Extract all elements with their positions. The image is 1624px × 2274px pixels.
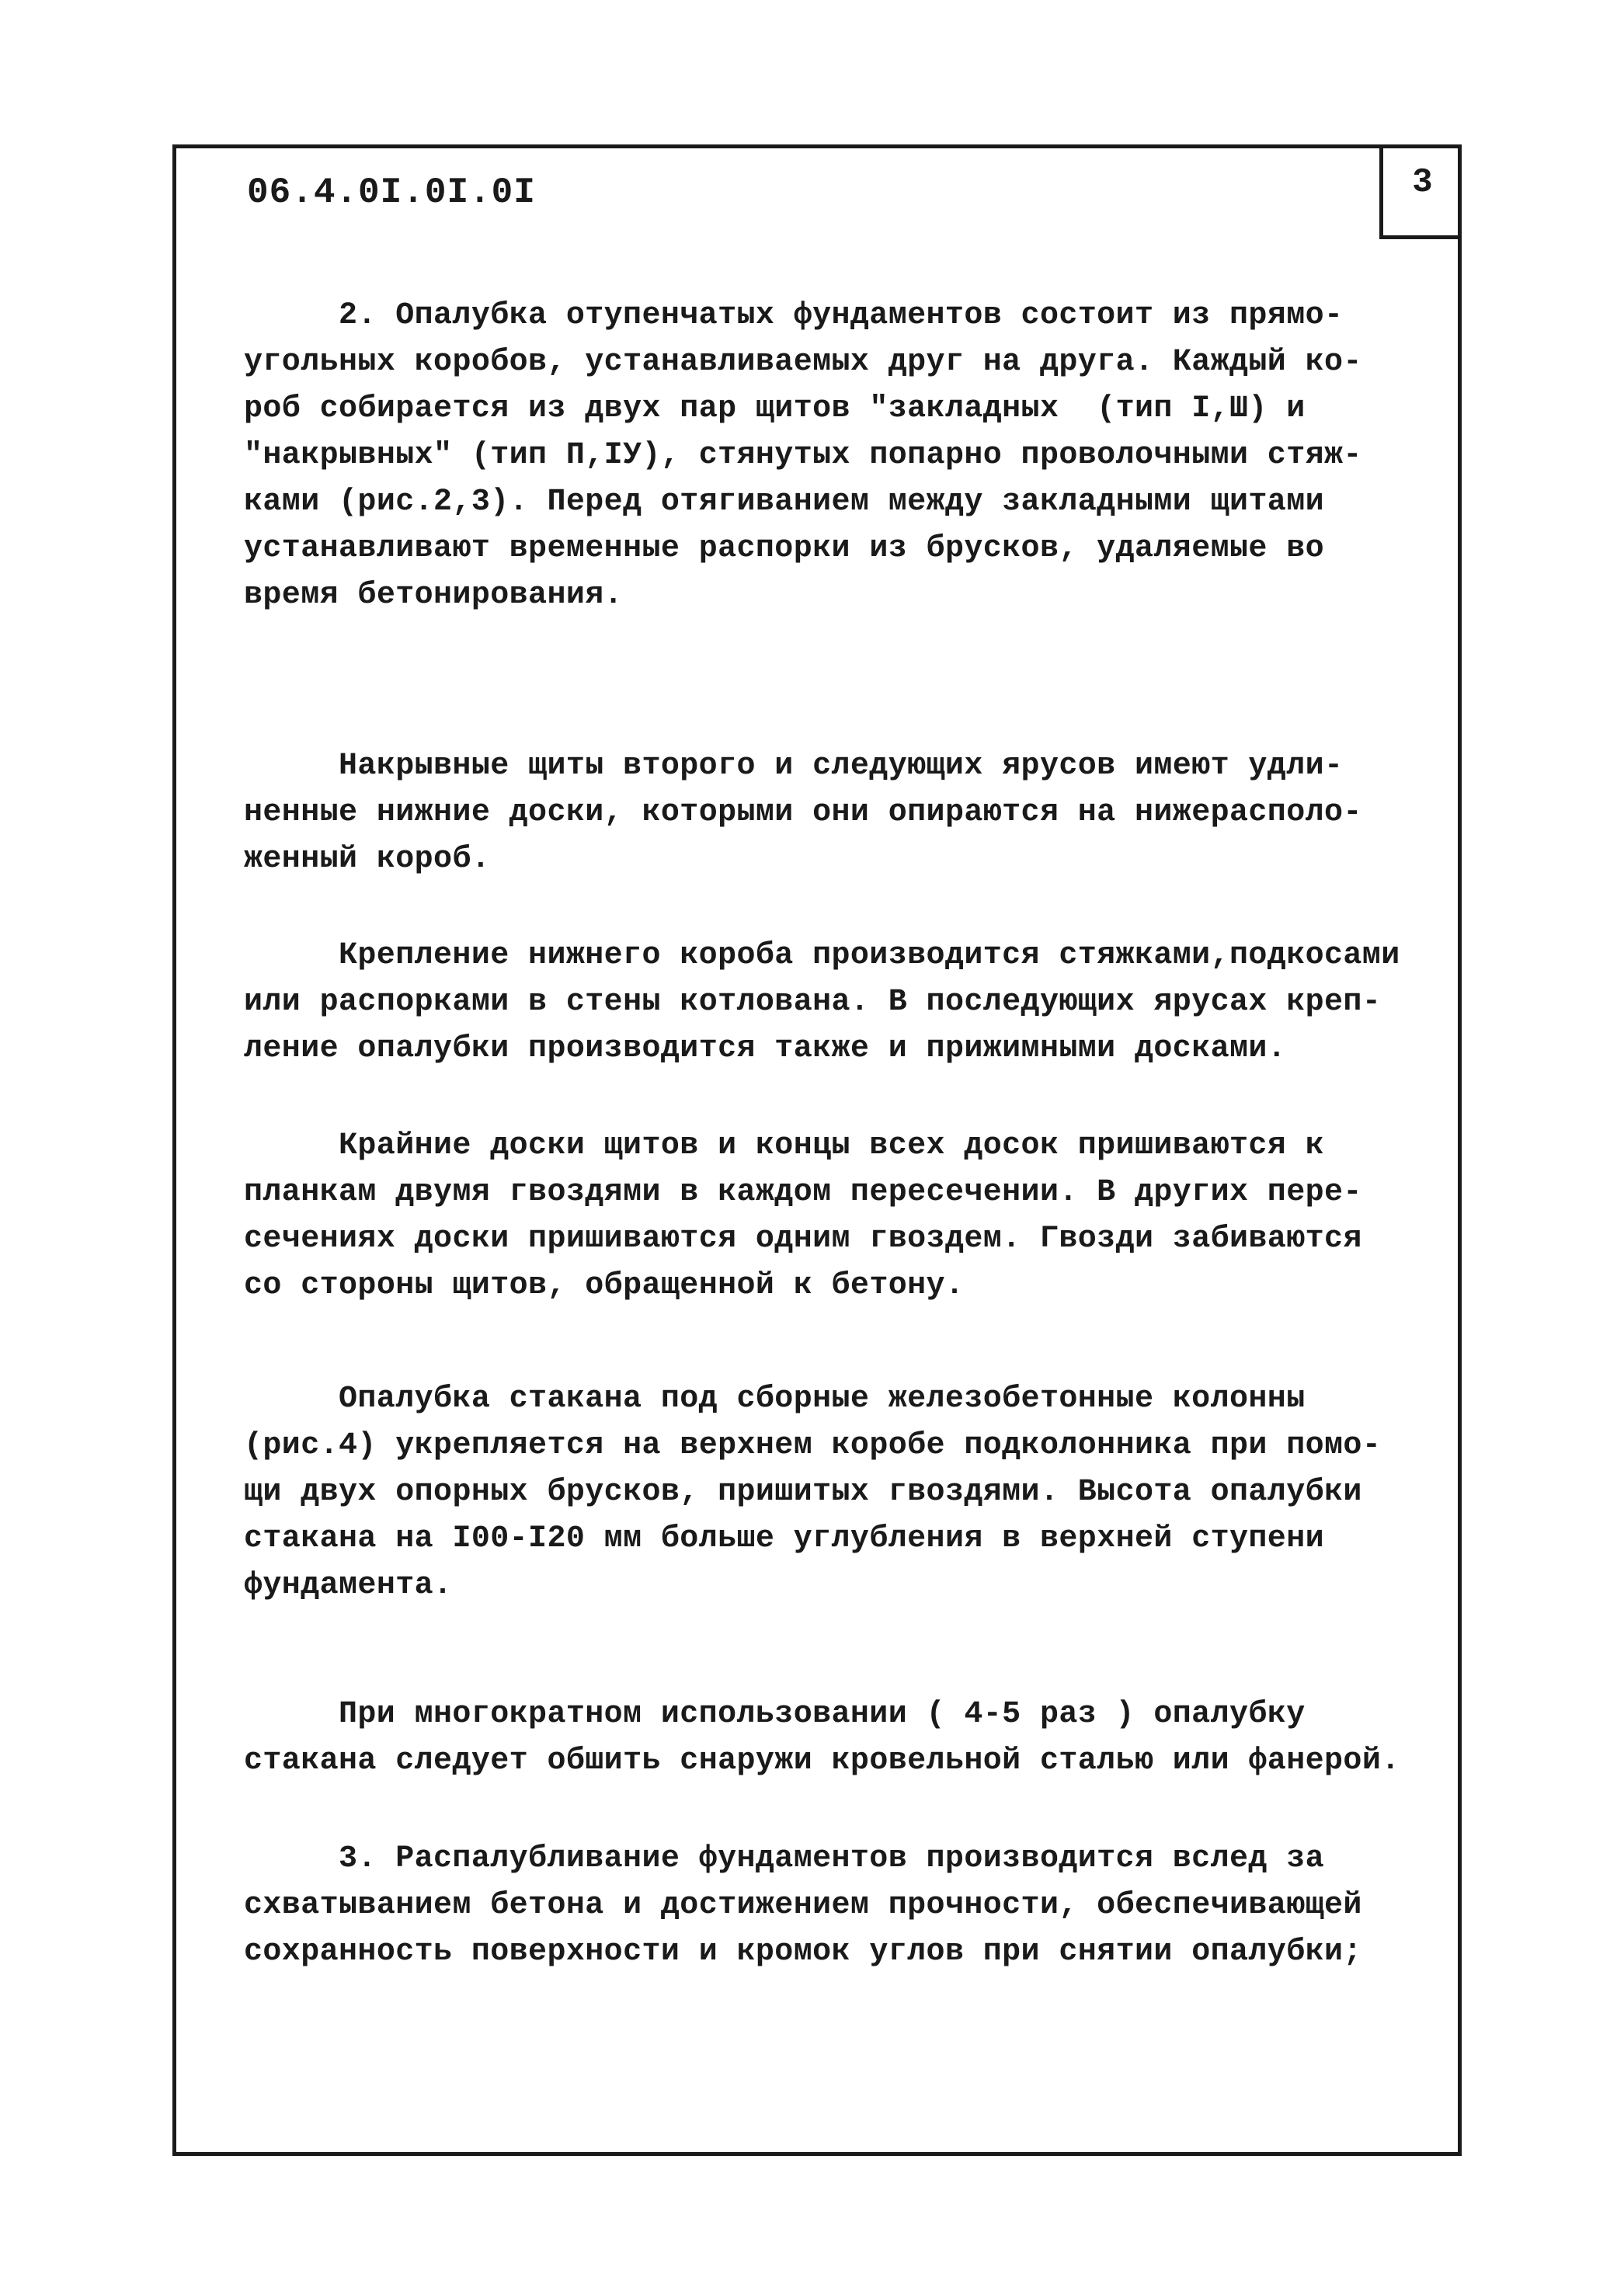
text-line: время бетонирования. xyxy=(244,578,624,613)
text-line: стакана следует обшить снаружи кровельной сталью или фанерой. xyxy=(244,1744,1400,1779)
text-line: устанавливают временные распорки из брусков, удаляемые во xyxy=(244,531,1325,566)
text-line: со стороны щитов, обращенной к бетону. xyxy=(244,1268,965,1303)
paragraph-6 xyxy=(244,1692,1445,1785)
text-line: Накрывные щиты второго и следующих ярусов имеют удли- xyxy=(339,749,1344,784)
text-line: сечениях доски пришиваются одним гвоздем. Гвозди забиваются xyxy=(244,1222,1362,1257)
paragraph-7 xyxy=(244,1836,1445,1976)
paragraph-4 xyxy=(244,1123,1445,1309)
text-line: (рис.4) укрепляется на верхнем коробе подколонника при помо- xyxy=(244,1428,1382,1463)
text-line: ление опалубки производится также и прижимными досками. xyxy=(244,1031,1287,1066)
paragraph-5 xyxy=(244,1376,1445,1609)
text-line: фундамента. xyxy=(244,1568,453,1603)
text-line: угольных коробов, устанавливаемых друг на друга. Каждый ко- xyxy=(244,345,1362,380)
text-line: Крепление нижнего короба производится стяжками,подкосами xyxy=(339,938,1400,973)
text-line: 3. Распалубливание фундаментов производится вслед за xyxy=(339,1841,1325,1876)
text-line: стакана на I00-I20 мм больше углубления в верхней ступени xyxy=(244,1521,1325,1556)
text-line: или распорками в стены котлована. В последующих ярусах креп- xyxy=(244,985,1382,1020)
text-line: Опалубка стакана под сборные железобетонные колонны xyxy=(339,1382,1306,1417)
page-number: 3 xyxy=(1412,163,1433,202)
text-line: ками (рис.2,3). Перед отягиванием между закладными щитами xyxy=(244,485,1325,520)
text-line: схватыванием бетона и достижением прочности, обеспечивающей xyxy=(244,1888,1362,1923)
text-line: 2. Опалубка отупенчатых фундаментов состоит из прямо- xyxy=(339,298,1344,333)
text-line: При многократном использовании ( 4-5 раз ) опалубку xyxy=(339,1697,1306,1732)
paragraph-2 xyxy=(244,743,1445,883)
document-code: 06.4.0I.0I.0I xyxy=(247,172,536,213)
text-line: щи двух опорных брусков, пришитых гвоздями. Высота опалубки xyxy=(244,1475,1362,1510)
page-number-box xyxy=(1379,144,1462,239)
text-line: планкам двумя гвоздями в каждом пересечении. В других пере- xyxy=(244,1175,1362,1210)
text-line: сохранность поверхности и кромок углов при снятии опалубки; xyxy=(244,1935,1362,1970)
text-line: "накрывных" (тип П,IУ), стянутых попарно проволочными стяж- xyxy=(244,438,1362,473)
text-line: Крайние доски щитов и концы всех досок пришиваются к xyxy=(339,1128,1325,1163)
paragraph-3 xyxy=(244,933,1445,1073)
text-line: ненные нижние доски, которыми они опираются на нижерасполо- xyxy=(244,795,1362,830)
text-line: женный короб. xyxy=(244,842,491,877)
paragraph-1 xyxy=(244,293,1445,619)
text-line: роб собирается из двух пар щитов "закладных (тип I,Ш) и xyxy=(244,391,1306,426)
